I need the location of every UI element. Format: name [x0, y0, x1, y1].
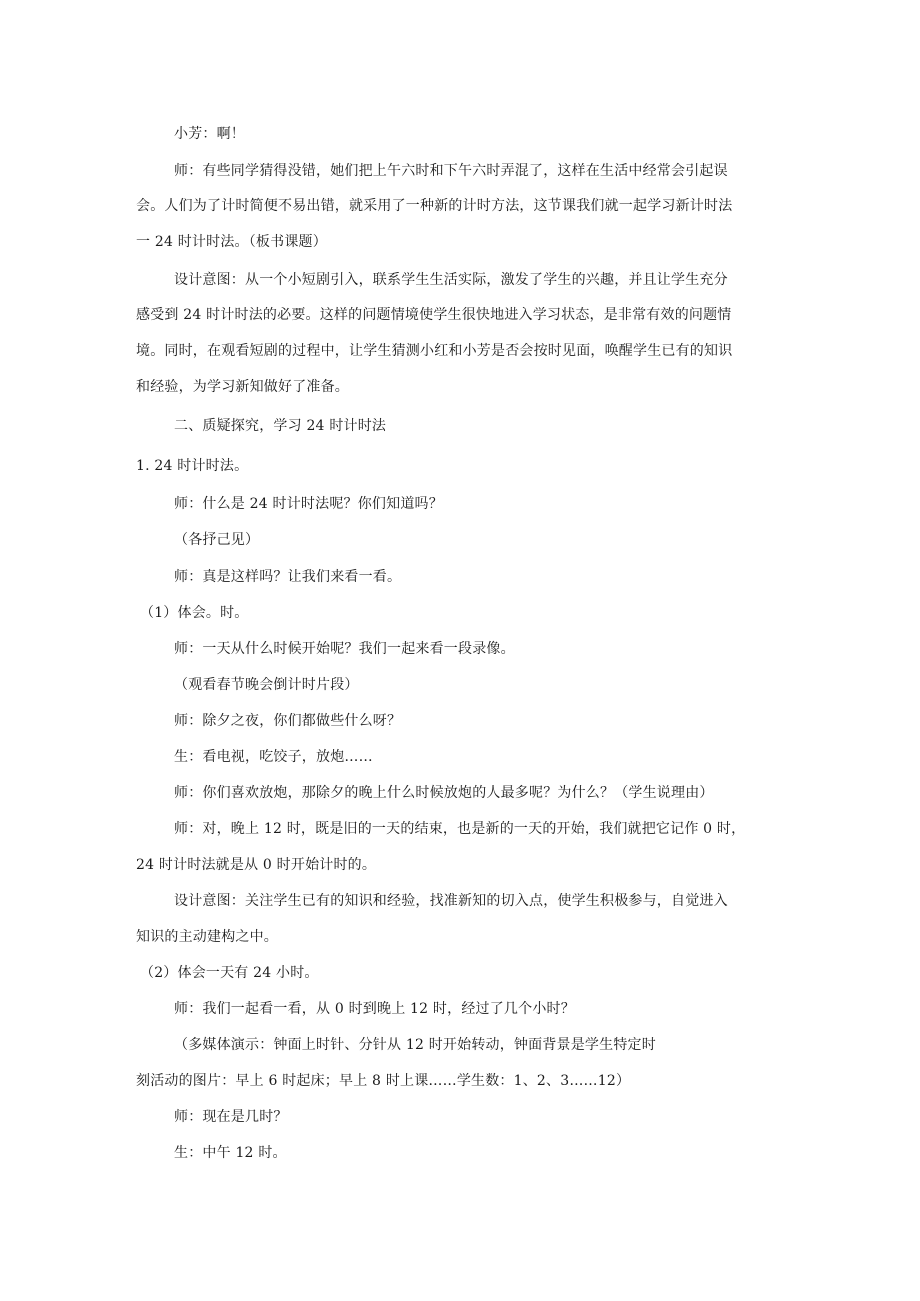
paragraph-line: 师：一天从什么时候开始呢？我们一起来看一段录像。: [174, 641, 515, 657]
paragraph-line: 师：真是这样吗？让我们来看一看。: [174, 569, 402, 585]
paragraph-line: 刻活动的图片：早上 6 时起床；早上 8 时上课……学生数：1、2、3……12）: [136, 1073, 631, 1089]
subsection-heading: 1. 24 时计时法。: [136, 458, 249, 474]
paragraph-line: 师：你们喜欢放炮，那除夕的晚上什么时候放炮的人最多呢？为什么？（学生说理由）: [174, 785, 714, 801]
paragraph-line: 师：对，晚上 12 时，既是旧的一天的结束，也是新的一天的开始，我们就把它记作 0 时，: [174, 821, 746, 837]
paragraph-line: 师：除夕之夜，你们都做些什么呀？: [174, 713, 402, 729]
paragraph-line: 设计意图：从一个小短剧引入，联系学生生活实际，激发了学生的兴趣，并且让学生充分: [174, 272, 728, 288]
paragraph-line: 师：有些同学猜得没错，她们把上午六时和下午六时弄混了，这样在生活中经常会引起误: [174, 163, 728, 179]
paragraph-line: 生：中午 12 时。: [174, 1145, 287, 1161]
paragraph-line: 一 24 时计时法。（板书课题）: [136, 234, 327, 250]
paragraph-line: 小芳：啊！: [174, 126, 245, 142]
paragraph-line: 师：我们一起看一看，从 0 时到晚上 12 时，经过了几个小时？: [174, 1001, 575, 1017]
paragraph-line: 设计意图：关注学生已有的知识和经验，找准新知的切入点，使学生积极参与，自觉进入: [174, 893, 728, 909]
subsection-heading: （2）体会一天有 24 小时。: [140, 965, 319, 981]
section-heading: 二、质疑探究，学习 24 时计时法: [174, 418, 387, 434]
paragraph-line: （多媒体演示：钟面上时针、分针从 12 时开始转动，钟面背景是学生特定时: [174, 1037, 656, 1053]
paragraph-line: 境。同时，在观看短剧的过程中，让学生猜测小红和小芳是否会按时见面，唤醒学生已有的知识: [136, 343, 733, 359]
paragraph-line: 师：什么是 24 时计时法呢？你们知道吗？: [174, 496, 443, 512]
subsection-heading: （1）体会。时。: [140, 605, 249, 621]
paragraph-line: 感受到 24 时计时法的必要。这样的问题情境使学生很快地进入学习状态，是非常有效的问题情: [136, 307, 732, 323]
paragraph-line: 师：现在是几时？: [174, 1109, 288, 1125]
paragraph-line: （各抒己见）: [174, 532, 260, 548]
paragraph-line: 24 时计时法就是从 0 时开始计时的。: [136, 857, 377, 873]
paragraph-line: 会。人们为了计时简便不易出错，就采用了一种新的计时方法，这节课我们就一起学习新计时法: [136, 198, 733, 214]
paragraph-line: 和经验，为学习新知做好了准备。: [136, 379, 349, 395]
paragraph-line: （观看春节晚会倒计时片段）: [174, 677, 359, 693]
paragraph-line: 知识的主动建构之中。: [136, 929, 278, 945]
paragraph-line: 生：看电视，吃饺子，放炮……: [174, 749, 373, 765]
